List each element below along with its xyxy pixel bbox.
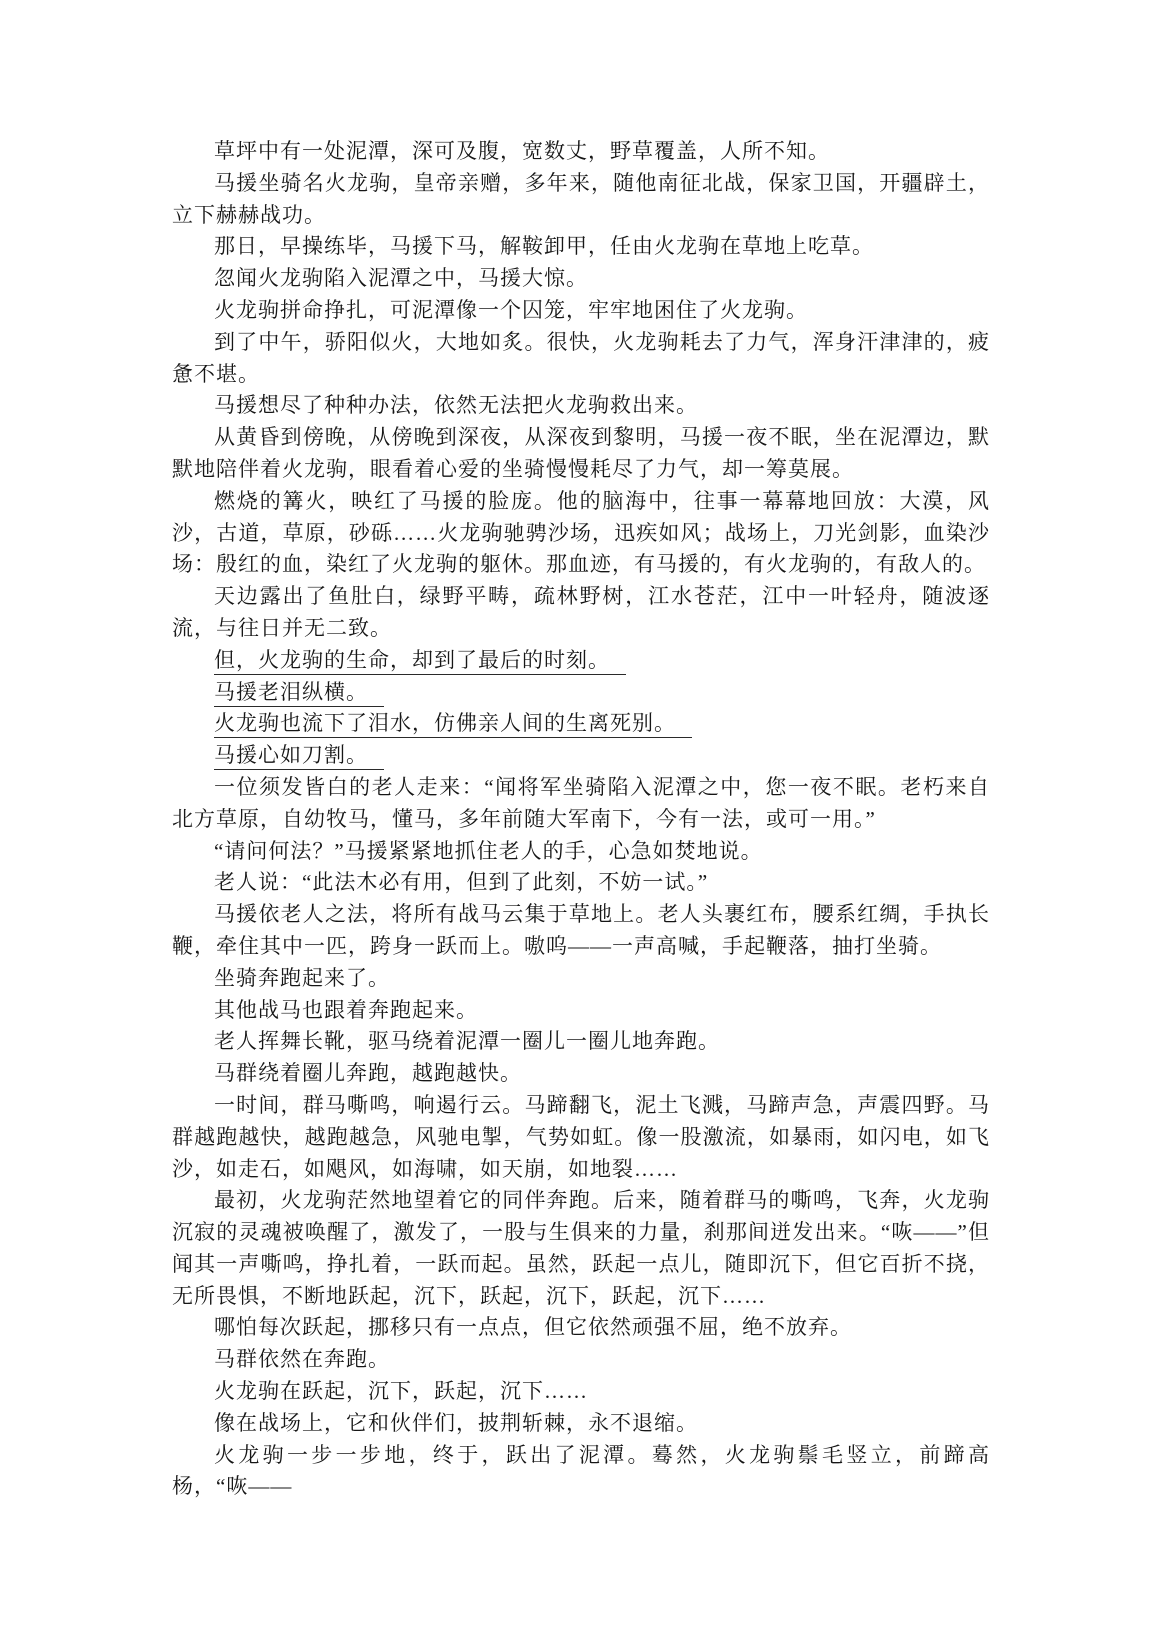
paragraph: 马群绕着圈儿奔跑，越跑越快。 <box>214 1061 522 1086</box>
underlined-text: 马援老泪纵横。 <box>214 680 384 707</box>
paragraph-underlined <box>172 645 990 677</box>
paragraph: 燃烧的篝火，映红了马援的脸庞。他的脑海中，往事一幕幕地回放：大漠，风沙，古道，草原，砂砾……火龙驹驰骋沙场，迅疾如风；战场上，刀光剑影，血染沙场：殷红的血，染红了火龙驹的躯休。那血迹，有马援的，有火龙驹的，有敌人的。 <box>172 488 990 577</box>
paragraph: 一时间，群马嘶鸣，响遏行云。马蹄翻飞，泥土飞溅，马蹄声急，声震四野。马群越跑越快，越跑越急，风驰电掣，气势如虹。像一股激流，如暴雨，如闪电，如飞沙，如走石，如飓风，如海啸，如天崩，如地裂…… <box>172 1092 990 1181</box>
paragraph: 最初，火龙驹茫然地望着它的同伴奔跑。后来，随着群马的嘶鸣，飞奔，火龙驹沉寂的灵魂被唤醒了，激发了，一股与生俱来的力量，刹那间迸发出来。“咴——”但闻其一声嘶鸣，挣扎着，一跃而起。虽然，跃起一点儿，随即沉下，但它百折不挠，无所畏惧，不断地跃起，沉下，跃起，沉下，跃起，沉下…… <box>172 1188 990 1308</box>
paragraph: 马群依然在奔跑。 <box>214 1347 390 1372</box>
paragraph: 马援依老人之法，将所有战马云集于草地上。老人头裹红布，腰系红绸，手执长鞭，牵住其中一匹，跨身一跃而上。嗷呜——一声高喊，手起鞭落，抽打坐骑。 <box>172 902 990 958</box>
paragraph: 马援想尽了种种办法，依然无法把火龙驹救出来。 <box>214 393 698 418</box>
paragraph: 到了中午，骄阳似火，大地如炙。很快，火龙驹耗去了力气，浑身汗津津的，疲惫不堪。 <box>172 329 990 386</box>
paragraph: 老人说：“此法木必有用，但到了此刻，不妨一试。” <box>214 870 709 895</box>
paragraph: 像在战场上，它和伙伴们，披荆斩棘，永不退缩。 <box>214 1410 698 1435</box>
document-body <box>172 136 990 1503</box>
paragraph: 火龙驹在跃起，沉下，跃起，沉下…… <box>214 1379 588 1404</box>
paragraph: 坐骑奔跑起来了。 <box>214 965 390 990</box>
underlined-text: 火龙驹也流下了泪水，仿佛亲人间的生离死别。 <box>214 711 692 738</box>
paragraph: “请问何法？”马援紧紧地抓住老人的手，心急如焚地说。 <box>214 838 763 863</box>
paragraph: 其他战马也跟着奔跑起来。 <box>214 997 478 1022</box>
paragraph: 草坪中有一处泥潭，深可及腹，宽数丈，野草覆盖，人所不知。 <box>214 139 830 163</box>
paragraph: 那日，早操练毕，马援下马，解鞍卸甲，任由火龙驹在草地上吃草。 <box>214 234 874 259</box>
paragraph: 天边露出了鱼肚白，绿野平畴，疏林野树，江水苍茫，江中一叶轻舟，随波逐流，与往日并无二致。 <box>172 584 990 640</box>
underlined-text: 但，火龙驹的生命，却到了最后的时刻。 <box>214 648 626 675</box>
paragraph: 老人挥舞长靴，驱马绕着泥潭一圈儿一圈儿地奔跑。 <box>214 1029 720 1054</box>
paragraph: 从黄昏到傍晚，从傍晚到深夜，从深夜到黎明，马援一夜不眠，坐在泥潭边，默默地陪伴着火龙驹，眼看着心爱的坐骑慢慢耗尽了力气，却一筹莫展。 <box>172 425 990 481</box>
paragraph: 火龙驹一步一步地，终于，跃出了泥潭。蓦然，火龙驹鬃毛竖立，前蹄高杨，“咴—— <box>172 1442 990 1499</box>
paragraph-underlined <box>172 708 990 740</box>
paragraph: 火龙驹拼命挣扎，可泥潭像一个囚笼，牢牢地困住了火龙驹。 <box>214 297 808 322</box>
paragraph: 马援坐骑名火龙驹，皇帝亲赠，多年来，随他南征北战，保家卫国，开疆辟土，立下赫赫战功。 <box>172 170 990 227</box>
paragraph-underlined <box>172 677 990 709</box>
paragraph: 一位须发皆白的老人走来：“闻将军坐骑陷入泥潭之中，您一夜不眠。老朽来自北方草原，自幼牧马，懂马，多年前随大军南下，今有一法，或可一用。” <box>172 774 990 831</box>
underlined-text: 马援心如刀割。 <box>214 743 384 770</box>
paragraph: 哪怕每次跃起，挪移只有一点点，但它依然顽强不屈，绝不放弃。 <box>214 1315 852 1340</box>
paragraph: 忽闻火龙驹陷入泥潭之中，马援大惊。 <box>214 266 588 291</box>
paragraph-underlined <box>172 740 990 772</box>
